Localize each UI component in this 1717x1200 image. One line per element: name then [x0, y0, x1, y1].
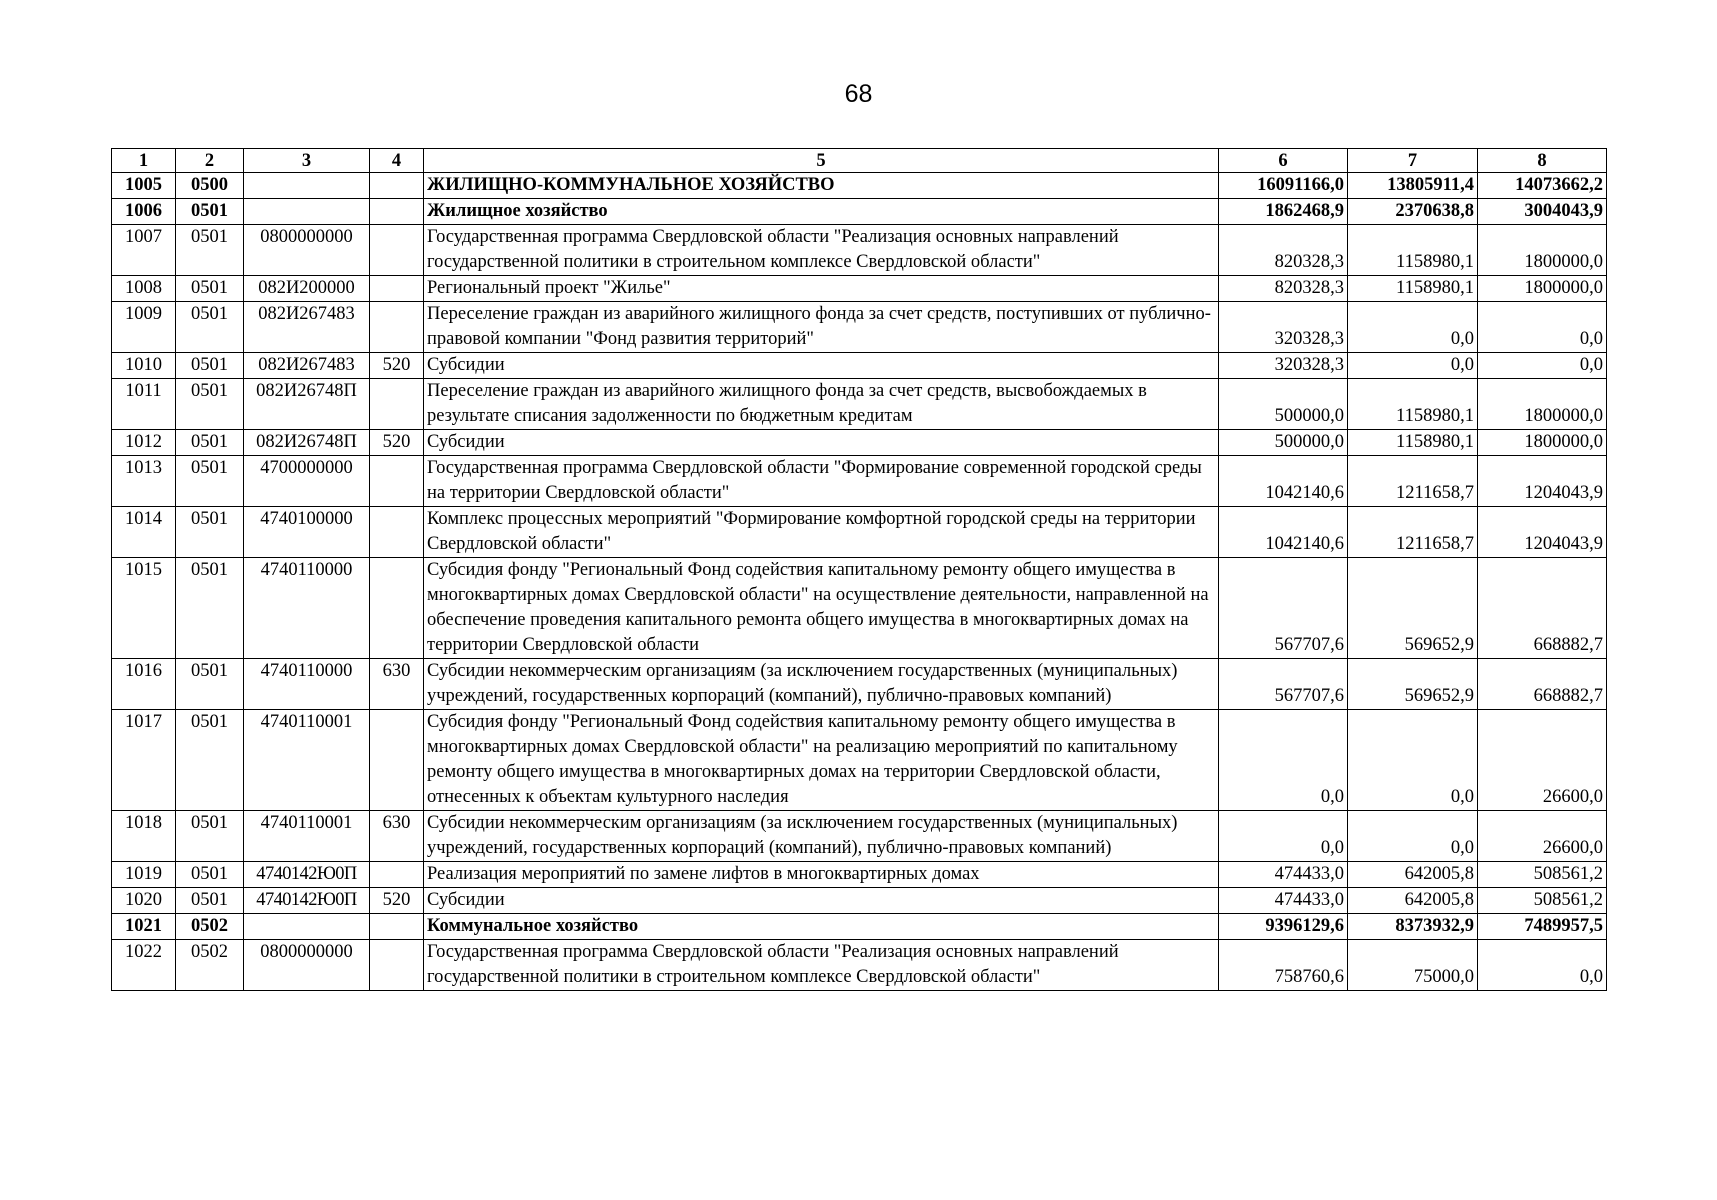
- amount-col-6: 500000,0: [1219, 379, 1348, 430]
- expense-type: [370, 302, 424, 353]
- table-row: [112, 353, 1607, 379]
- row-number: 1006: [112, 199, 176, 225]
- header-col-7: 7: [1348, 149, 1478, 173]
- row-number: 1019: [112, 862, 176, 888]
- amount-col-8: 26600,0: [1478, 710, 1607, 811]
- section-code: 0501: [176, 456, 244, 507]
- row-number: 1009: [112, 302, 176, 353]
- target-code: [244, 199, 370, 225]
- amount-col-7: 0,0: [1348, 302, 1478, 353]
- table-row: [112, 558, 1607, 659]
- header-row: [112, 149, 1607, 173]
- amount-col-6: 474433,0: [1219, 862, 1348, 888]
- target-code: 0800000000: [244, 225, 370, 276]
- section-code: 0501: [176, 710, 244, 811]
- amount-col-6: 1042140,6: [1219, 507, 1348, 558]
- row-number: 1022: [112, 940, 176, 991]
- section-code: 0502: [176, 940, 244, 991]
- amount-col-6: 1862468,9: [1219, 199, 1348, 225]
- header-col-1: 1: [112, 149, 176, 173]
- expense-type: [370, 199, 424, 225]
- expense-type: [370, 276, 424, 302]
- amount-col-7: 8373932,9: [1348, 914, 1478, 940]
- section-code: 0502: [176, 914, 244, 940]
- item-name: Коммунальное хозяйство: [424, 914, 1219, 940]
- header-col-4: 4: [370, 149, 424, 173]
- amount-col-7: 642005,8: [1348, 888, 1478, 914]
- table-row: [112, 659, 1607, 710]
- amount-col-6: 320328,3: [1219, 302, 1348, 353]
- expense-type: [370, 710, 424, 811]
- row-number: 1017: [112, 710, 176, 811]
- expense-type: [370, 173, 424, 199]
- target-code: 4740110001: [244, 811, 370, 862]
- table-row: [112, 710, 1607, 811]
- amount-col-6: 758760,6: [1219, 940, 1348, 991]
- row-number: 1021: [112, 914, 176, 940]
- budget-table: [111, 148, 1607, 991]
- amount-col-6: 567707,6: [1219, 659, 1348, 710]
- item-name: Комплекс процессных мероприятий "Формирование комфортной городской среды на территории Свердловской области": [424, 507, 1219, 558]
- table-row: [112, 379, 1607, 430]
- target-code: 4740110000: [244, 558, 370, 659]
- item-name: Субсидия фонду "Региональный Фонд содействия капитальному ремонту общего имущества в многоквартирных домах Свердловской области" на осуществление деятельности, направленной на обеспечение проведения капитального ремонта общего имущества в многоквартирных домах на территории Свердловской области: [424, 558, 1219, 659]
- section-code: 0501: [176, 430, 244, 456]
- target-code: 082И267483: [244, 302, 370, 353]
- row-number: 1008: [112, 276, 176, 302]
- row-number: 1018: [112, 811, 176, 862]
- header-col-3: 3: [244, 149, 370, 173]
- section-code: 0501: [176, 862, 244, 888]
- target-code: 4740100000: [244, 507, 370, 558]
- target-code: 0800000000: [244, 940, 370, 991]
- header-col-8: 8: [1478, 149, 1607, 173]
- row-number: 1011: [112, 379, 176, 430]
- row-number: 1016: [112, 659, 176, 710]
- section-code: 0501: [176, 302, 244, 353]
- amount-col-8: 3004043,9: [1478, 199, 1607, 225]
- expense-type: [370, 862, 424, 888]
- target-code: 082И267483: [244, 353, 370, 379]
- section-code: 0501: [176, 353, 244, 379]
- table-row: [112, 225, 1607, 276]
- amount-col-7: 2370638,8: [1348, 199, 1478, 225]
- amount-col-6: 0,0: [1219, 811, 1348, 862]
- expense-type: [370, 558, 424, 659]
- amount-col-6: 567707,6: [1219, 558, 1348, 659]
- item-name: Субсидии некоммерческим организациям (за исключением государственных (муниципальных) учреждений, государственных корпораций (компаний), публично-правовых компаний): [424, 811, 1219, 862]
- item-name: Субсидии: [424, 353, 1219, 379]
- amount-col-7: 0,0: [1348, 353, 1478, 379]
- amount-col-8: 0,0: [1478, 940, 1607, 991]
- table-row: [112, 507, 1607, 558]
- target-code: 082И200000: [244, 276, 370, 302]
- amount-col-7: 569652,9: [1348, 558, 1478, 659]
- table-row: [112, 302, 1607, 353]
- item-name: Жилищное хозяйство: [424, 199, 1219, 225]
- amount-col-8: 14073662,2: [1478, 173, 1607, 199]
- header-col-2: 2: [176, 149, 244, 173]
- amount-col-6: 16091166,0: [1219, 173, 1348, 199]
- table-row: [112, 940, 1607, 991]
- header-col-5: 5: [424, 149, 1219, 173]
- item-name: Региональный проект "Жилье": [424, 276, 1219, 302]
- target-code: [244, 173, 370, 199]
- target-code: 082И26748П: [244, 379, 370, 430]
- section-code: 0501: [176, 811, 244, 862]
- amount-col-7: 1158980,1: [1348, 276, 1478, 302]
- item-name: Переселение граждан из аварийного жилищного фонда за счет средств, поступивших от публично-правовой компании "Фонд развития территорий": [424, 302, 1219, 353]
- section-code: 0501: [176, 888, 244, 914]
- expense-type: 520: [370, 888, 424, 914]
- expense-type: 630: [370, 811, 424, 862]
- amount-col-8: 1204043,9: [1478, 507, 1607, 558]
- amount-col-7: 13805911,4: [1348, 173, 1478, 199]
- item-name: Субсидии: [424, 430, 1219, 456]
- item-name: Субсидии: [424, 888, 1219, 914]
- expense-type: 520: [370, 353, 424, 379]
- expense-type: [370, 225, 424, 276]
- amount-col-6: 820328,3: [1219, 276, 1348, 302]
- expense-type: [370, 914, 424, 940]
- expense-type: [370, 940, 424, 991]
- target-code: 4740110001: [244, 710, 370, 811]
- amount-col-8: 1800000,0: [1478, 276, 1607, 302]
- table-row: [112, 914, 1607, 940]
- amount-col-8: 1800000,0: [1478, 225, 1607, 276]
- table-row: [112, 888, 1607, 914]
- amount-col-7: 1158980,1: [1348, 430, 1478, 456]
- amount-col-7: 0,0: [1348, 710, 1478, 811]
- page-number: 68: [844, 80, 873, 108]
- row-number: 1010: [112, 353, 176, 379]
- expense-type: [370, 456, 424, 507]
- amount-col-8: 1800000,0: [1478, 379, 1607, 430]
- amount-col-6: 820328,3: [1219, 225, 1348, 276]
- row-number: 1020: [112, 888, 176, 914]
- amount-col-7: 1211658,7: [1348, 507, 1478, 558]
- item-name: Субсидии некоммерческим организациям (за исключением государственных (муниципальных) учреждений, государственных корпораций (компаний), публично-правовых компаний): [424, 659, 1219, 710]
- amount-col-6: 1042140,6: [1219, 456, 1348, 507]
- section-code: 0501: [176, 659, 244, 710]
- section-code: 0501: [176, 225, 244, 276]
- amount-col-6: 9396129,6: [1219, 914, 1348, 940]
- amount-col-7: 1158980,1: [1348, 379, 1478, 430]
- table-row: [112, 456, 1607, 507]
- table-row: [112, 811, 1607, 862]
- row-number: 1005: [112, 173, 176, 199]
- amount-col-8: 0,0: [1478, 302, 1607, 353]
- item-name: Государственная программа Свердловской области "Реализация основных направлений государственной политики в строительном комплексе Свердловской области": [424, 225, 1219, 276]
- amount-col-6: 320328,3: [1219, 353, 1348, 379]
- amount-col-6: 500000,0: [1219, 430, 1348, 456]
- item-name: Реализация мероприятий по замене лифтов в многоквартирных домах: [424, 862, 1219, 888]
- expense-type: [370, 379, 424, 430]
- row-number: 1014: [112, 507, 176, 558]
- amount-col-6: 0,0: [1219, 710, 1348, 811]
- amount-col-7: 0,0: [1348, 811, 1478, 862]
- section-code: 0501: [176, 558, 244, 659]
- table-row: [112, 276, 1607, 302]
- section-code: 0501: [176, 199, 244, 225]
- section-code: 0501: [176, 276, 244, 302]
- item-name: Переселение граждан из аварийного жилищного фонда за счет средств, высвобождаемых в результате списания задолженности по бюджетным кредитам: [424, 379, 1219, 430]
- item-name: ЖИЛИЩНО-КОММУНАЛЬНОЕ ХОЗЯЙСТВО: [424, 173, 1219, 199]
- section-code: 0501: [176, 507, 244, 558]
- amount-col-7: 75000,0: [1348, 940, 1478, 991]
- target-code: 4700000000: [244, 456, 370, 507]
- target-code: 4740142Ю0П: [244, 862, 370, 888]
- section-code: 0500: [176, 173, 244, 199]
- amount-col-8: 668882,7: [1478, 558, 1607, 659]
- expense-type: 520: [370, 430, 424, 456]
- target-code: 4740142Ю0П: [244, 888, 370, 914]
- amount-col-7: 1211658,7: [1348, 456, 1478, 507]
- amount-col-7: 1158980,1: [1348, 225, 1478, 276]
- target-code: 082И26748П: [244, 430, 370, 456]
- section-code: 0501: [176, 379, 244, 430]
- item-name: Государственная программа Свердловской области "Формирование современной городской среды на территории Свердловской области": [424, 456, 1219, 507]
- amount-col-8: 508561,2: [1478, 888, 1607, 914]
- header-col-6: 6: [1219, 149, 1348, 173]
- amount-col-8: 26600,0: [1478, 811, 1607, 862]
- item-name: Государственная программа Свердловской области "Реализация основных направлений государственной политики в строительном комплексе Свердловской области": [424, 940, 1219, 991]
- expense-type: 630: [370, 659, 424, 710]
- row-number: 1012: [112, 430, 176, 456]
- amount-col-8: 508561,2: [1478, 862, 1607, 888]
- amount-col-8: 0,0: [1478, 353, 1607, 379]
- amount-col-8: 7489957,5: [1478, 914, 1607, 940]
- target-code: [244, 914, 370, 940]
- expense-type: [370, 507, 424, 558]
- amount-col-7: 569652,9: [1348, 659, 1478, 710]
- target-code: 4740110000: [244, 659, 370, 710]
- amount-col-7: 642005,8: [1348, 862, 1478, 888]
- item-name: Субсидия фонду "Региональный Фонд содействия капитальному ремонту общего имущества в многоквартирных домах Свердловской области" на реализацию мероприятий по капитальному ремонту общего имущества в многоквартирных домах на территории Свердловской области, отнесенных к объектам культурного наследия: [424, 710, 1219, 811]
- table-row: [112, 199, 1607, 225]
- table-row: [112, 862, 1607, 888]
- amount-col-6: 474433,0: [1219, 888, 1348, 914]
- amount-col-8: 1204043,9: [1478, 456, 1607, 507]
- table-row: [112, 430, 1607, 456]
- amount-col-8: 1800000,0: [1478, 430, 1607, 456]
- row-number: 1015: [112, 558, 176, 659]
- row-number: 1013: [112, 456, 176, 507]
- table-row: [112, 173, 1607, 199]
- row-number: 1007: [112, 225, 176, 276]
- amount-col-8: 668882,7: [1478, 659, 1607, 710]
